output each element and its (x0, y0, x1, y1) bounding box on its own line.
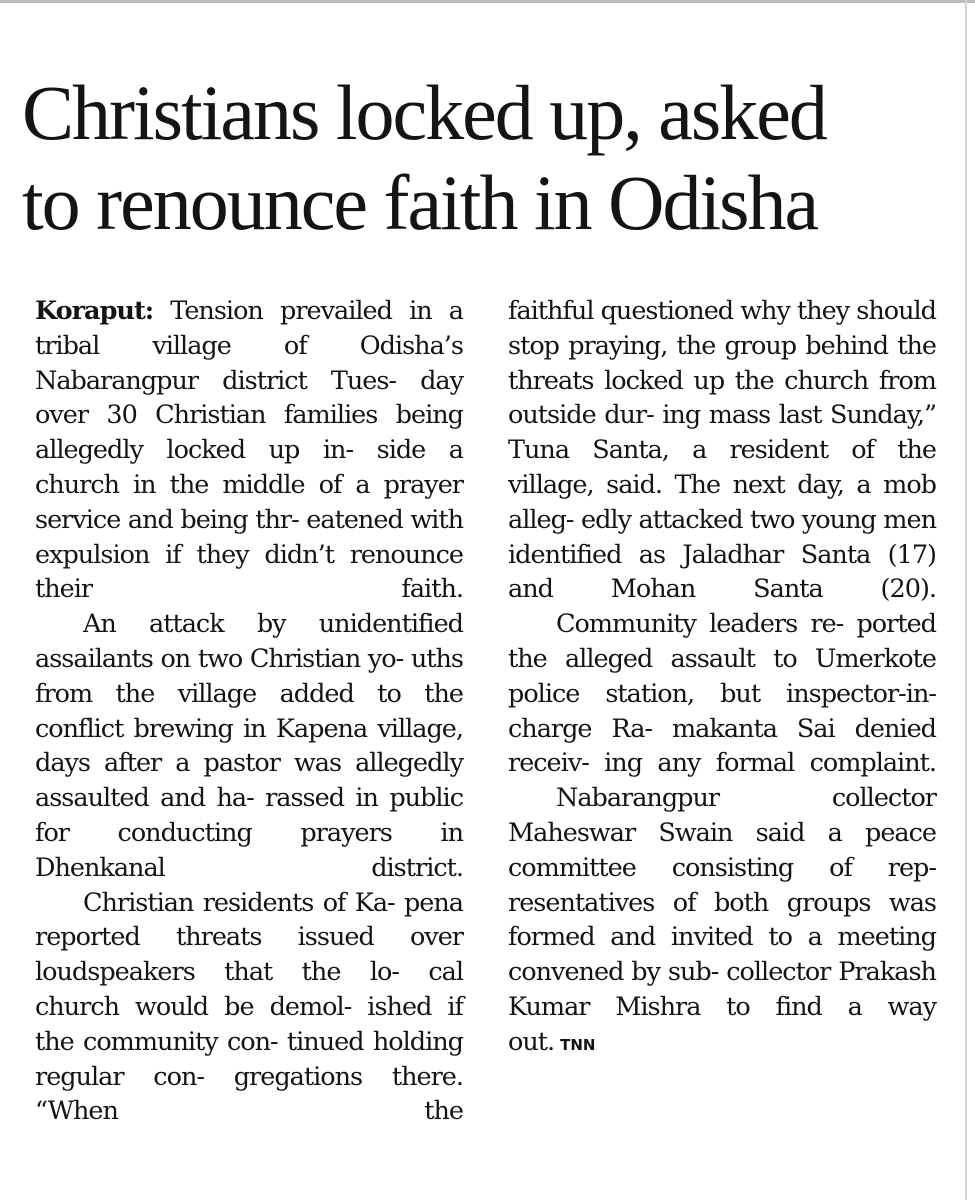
paragraph-5: Community leaders re- ported the alleged assault to Umerkote police station, but inspector-in-charge Ra- makanta Sai denied receiv- ing any formal complaint. (508, 609, 936, 779)
top-border-rule (0, 0, 975, 3)
article-column-left (35, 294, 463, 1129)
article-column-right (508, 294, 936, 1063)
paragraph-6 (508, 781, 936, 1062)
paragraph-6-text: Nabarangpur collector Maheswar Swain said a peace committee consisting of rep- resentatives of both groups was formed and invited to a meeting convened by sub- collector Prakash Kumar Mishra to find a way out. (508, 783, 936, 1057)
headline-line-1: Christians locked up, asked (22, 69, 826, 156)
paragraph-4: faithful questioned why they should stop praying, the group behind the threats locked up the church from outside dur- ing mass last Sunday,” Tuna Santa, a resident of the village, said. The next day, a mob alleg- edly attacked two young men identified as Jaladhar Santa (17) and Mohan Santa (20). (508, 296, 937, 605)
paragraph-2: An attack by unidentified assailants on two Christian yo- uths from the village added to the conflict brewing in Kapena village, days after a pastor was allegedly assaulted and ha- rassed in public for conducting prayers in Dhenkanal district. (35, 609, 463, 883)
paragraph-3: Christian residents of Ka- pena reported threats issued over loudspeakers that the lo- cal church would be demol- ished if the community con- tinued holding regular con- gregations there. “When the (35, 887, 463, 1127)
paragraph-1 (35, 294, 463, 607)
article-headline (22, 68, 947, 248)
right-border-rule (965, 0, 967, 1200)
dateline: Koraput: (35, 296, 154, 326)
headline-line-2: to renounce faith in Odisha (22, 159, 818, 246)
paragraph-1-text: Tension prevailed in a tribal village of Odisha’s Nabarangpur district Tues- day over 30 Christian families being allegedly locked up in- side a church in the middle of a prayer service and being thr- eatened with expulsion if they didn’t renounce their faith. (35, 296, 463, 605)
news-agency-credit: TNN (560, 1035, 596, 1054)
